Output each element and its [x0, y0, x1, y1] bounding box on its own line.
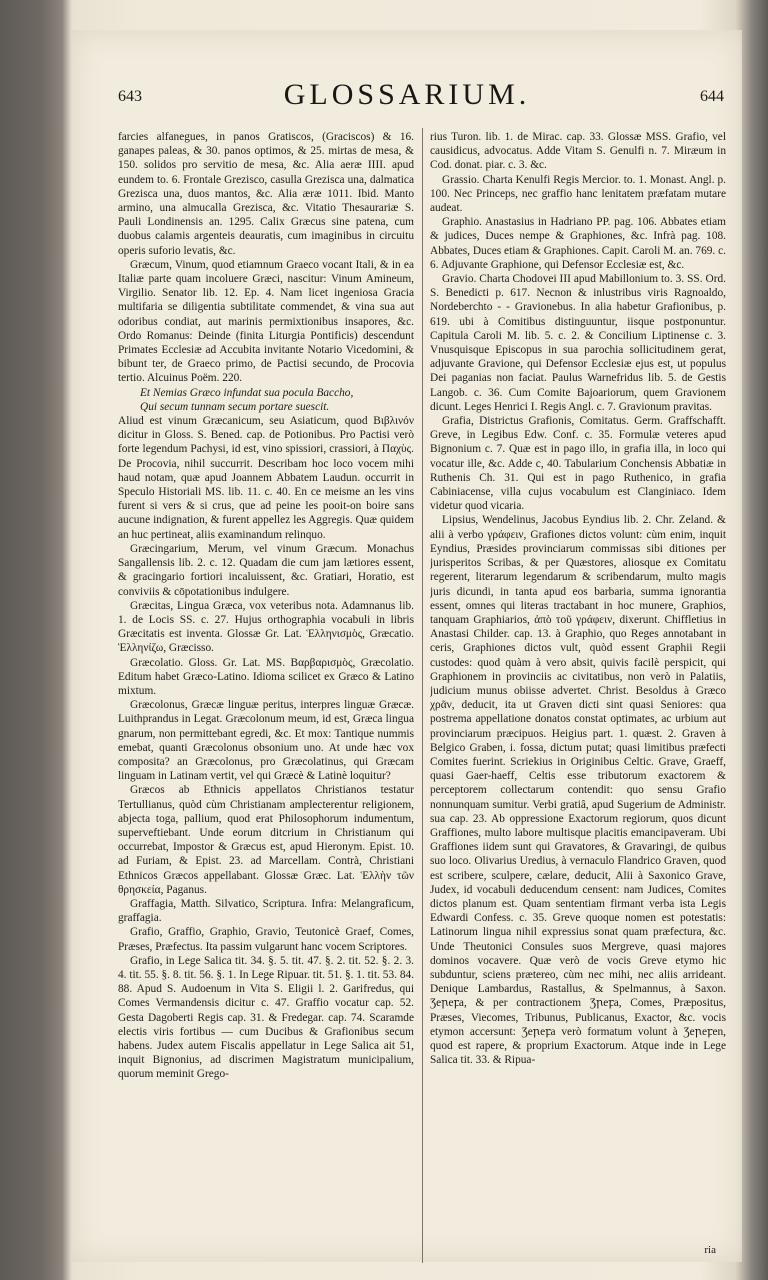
paragraph: Græcolonus, Græcæ linguæ peritus, interpres linguæ Græcæ. Luithprandus in Legat. Græcolonum meum, id est, Græca lingua gnarum, non permittebant egredi, &c. Et mox: Tantique nummis emebat, quanti Græcolonus obsonium uno. At unde hæc vox composita? an Græcolonus, pro Græcolatinus, qui Græcam linguam in Latinam vertit, vel qui Græcè & Latinè loquitur? [118, 699, 414, 783]
paragraph: Graphio. Anastasius in Hadriano PP. pag. 106. Abbates etiam & judices, Duces nempe & Graphiones, &c. Infrà pag. 108. Abbates, Duces etiam & Graphiones. Capit. Caroli M. an. 769. c. 6. Adjuvante Graphione, qui Defensor Ecclesiæ est, &c. [430, 216, 726, 271]
paragraph: Aliud est vinum Græcanicum, seu Asiaticum, quod Bιβλινόν dicitur in Gloss. S. Bened. cap. de Potionibus. Pro Pactisi verò forte legendum Pachysi, id est, vino spissiori, crassiori, à Παχὺς. De Procovia, nihil succurrit. Describam hoc loco vocem mihi haud notam, quæ apud Joannem Abbatem Laudun. occurrit in Speculo Historiali MS. lib. 11. c. 40. En ce meisme an les vins furent si vers & si crus, que ad peine les pooit-on boire sans aucune indignation, & furent appellez les Aggregis. Quæ quidem an huc pertineat, aliis examinandum relinquo. [118, 415, 414, 541]
catchword: ria [704, 1244, 716, 1256]
verse-line: Qui secum tunnam secum portare suescit. [140, 400, 330, 413]
paragraph: Græcos ab Ethnicis appellatos Christianos testatur Tertullianus, quòd cùm Christianam amplecterentur religionem, abjecta toga, pallium, quod erat Philosophorum indumentum, superveftiebant. Unde eorum ditcrium in Christianum qui occurrebat, Impostor & Græcus est, apud Hieronym. Epist. 10. ad Furiam, & Epist. 23. ad Marcellam. Contrà, Christiani Ethnicos Græcos appellabant. Glossæ Græc. Lat. Ἑλλὴν τῶν θρησκεία, Paganus. [118, 784, 414, 896]
running-title: GLOSSARIUM. [283, 78, 531, 111]
paragraph: Græcingarium, Merum, vel vinum Græcum. Monachus Sangallensis lib. 2. c. 12. Quadam die cum jam lætiores essent, & gracingario fortiori incaluissent, &c. Gratiari, Horatio, est conviviis & cōpotationibus indulgere. [118, 542, 414, 598]
paragraph: Græcitas, Lingua Græca, vox veteribus nota. Adamnanus lib. 1. de Locis SS. c. 27. Hujus orthographia vocabuli in libris Græcitatis est inventa. Glossæ Gr. Lat. Ἑλληνισμὸς, Græcatio. Ἑλληνίζω, Græcisso. [118, 599, 414, 655]
paragraph: Grafio, in Lege Salica tit. 34. §. 5. tit. 47. §. 2. tit. 52. §. 2. 3. 4. tit. 55. §. 8. tit. 56. §. 1. In Lege Ripuar. tit. 51. §. 1. tit. 53. 84. 88. Apud S. Audoenum in Vita S. Eligii l. 2. Garifredus, qui Comes Vermandensis dicitur c. 47. Graffio vocatur cap. 52. Gesta Dagoberti Regis cap. 31. & Fredegar. cap. 74. Scaramde electis viris fortibus — cum Ducibus & Grafionibus secum habens. Judex autem Fiscalis appellatur in Lege Salica ait 51, inquit Bignonius, ad discrimen Magistratum municipalium, quorum meminit Grego- [118, 954, 414, 1081]
left-column [118, 130, 414, 1260]
page-number-right: 644 [700, 88, 724, 105]
paragraph: Grafia, Districtus Grafionis, Comitatus. Germ. Graffschafft. Greve, in Legibus Edw. Conf. c. 35. Formulæ veteres apud Bignonium c. 7. Quæ est in pago illo, in grafia illa, in loco qui vocatur ille, &c. Adde c, 40. Tabularium Conchensis Abbatiæ in Ruthenis Ch. 31. Qui est in pago Ruthenico, in grafia Cabiniacense, villa cujus vocabulum est Clanginiaco. Idem videtur quod vicaria. [430, 415, 726, 513]
paragraph: rius Turon. lib. 1. de Mirac. cap. 33. Glossæ MSS. Grafio, vel causidicus, advocatus. Adde Vitam S. Genulfi n. 7. Miræum in Cod. donat. piar. c. 3. &c. [430, 131, 726, 172]
paragraph: Græcum, Vinum, quod etiamnum Graeco vocant Itali, & in ea Italiæ parte quam incoluere Græci, nascitur: Vinum Amineum, Virgilio. Senator lib. 12. Ep. 4. Nam licet ingeniosa Gracia multifaria se diligentia subtilitate commendet, & vina sua aut odoribus condiat, aut marinis permixtionibus insapores, &c. Ordo Romanus: Deinde (finita Liturgia Pontificis) descendunt Primates Ecclesiæ ad Accubita invitante Notario Vicedomini, & bibunt ter, de Graeco primo, de Pactisi secundo, de Procovia tertio. Alcuinus Poëm. 220. [118, 258, 414, 385]
verse-line: Et Nemias Græco infundat sua pocula Baccho, [140, 386, 354, 399]
paragraph: farcies alfanegues, in panos Gratiscos, (Graciscos) & 16. ganapes paleas, & 30. panos optimos, & 25. mirtas de mesa, & 150. solidos pro servitio de mesa, &c. Alia aeræ IIII. apud eundem to. 6. Frontale Grezisco, casulla Grezisca una, dalmatica Grezisca una, duos mantos, &c. Alia æræ 1011. Ibid. Manto armino, una almucalla Grezisca, &c. Vitatio Thesaurariæ S. Pauli Londinensis an. 1295. Calix Græcus sine patena, cum duobus calamis argenteis deauratis, cum imaginibus in circuitu operis suforio levatis, &c. [118, 131, 414, 257]
paragraph: Grafio, Graffio, Graphio, Gravio, Teutonicè Graef, Comes, Præses, Præfectus. Ita passim vulgarunt hanc vocem Scriptores. [118, 926, 414, 953]
book-page [72, 30, 742, 1262]
page-edge-shadow [738, 0, 768, 1280]
paragraph: Grassio. Charta Kenulfi Regis Mercior. to. 1. Monast. Angl. p. 100. Nec Princeps, nec graffio hanc lenitatem præfatam mutare audeat. [430, 173, 726, 215]
paragraph: Graffagia, Matth. Silvatico, Scriptura. Infra: Melangraficum, graffagia. [118, 897, 414, 925]
page-number-left: 643 [118, 88, 142, 105]
page-header [72, 78, 742, 114]
paragraph: Lipsius, Wendelinus, Jacobus Eyndius lib. 2. Chr. Zeland. & alii à verbo γράφειν, Grafiones dictos volunt: cùm enim, inquit Eyndius, Præsides provinciarum commissas sibi ditiones per jurisperitos Scribas, & per Quæstores, aliosque ex Comitatu regerent, literarum legendarum & scribendarum, multo magis juris dicundi, in tanta apud eos barbaria, summa ignorantia essent, omnes qui literas tractabant in hoc munere, Graphios, tanquam Graphiarios, ἀπὸ τοῦ γράφειν, dixerunt. Chiffletius in Anastasi Childer. cap. 13. à Graphio, quo Reges annotabant in ceris, Graphiones dictos vult, quòd essent Graphii Regii custodes: quod quàm à vero absit, quivis facilè perspicit, qui Graphionem in provinciis ac civitatibus, non verò in Palatiis, judicium munus obiisse advertet. Christ. Besoldus à Græco χρᾶν, deducit, ita ut Graven dicti sint quasi Seniores: qua postrema appellatione donatos constat optimates, ac urbium aut provinciarum præcipuos. Heigius part. 1. quæst. 2. Graven à Belgico Graben, i. fossa, dictum putat; quasi limitibus præfecti Comites fuerint. Scriekius in Originibus Celtic. Grave, Graeff, quasi Gaer-haeff, Celtis esse tributorum exactorem & perceptorem collectarum contendit: quo sensu Grafio nonnunquam sumitur. Verbi gratiâ, apud Sugerium de Administr. sua cap. 23. Ab oppressione Exactorum regiorum, quos dicunt Graffiones, multo labore multisque placitis emancipaveram. Ubi Graffiones iidem sunt qui Gravatores, & Gravaringi, de quibus suo loco. Olivarius Uredius, à vernaculo Flandrico Graven, quod est scribere, sculpere, cælare, deducit, Alii à Saxonico Grave, Judex, id vocabuli deducendum censent: nam Judices, Comites dictos planum est. Quam sententiam firmant verba ista Legis Edwardi Confess. c. 35. Greve quoque nomen est potestatis: Latinorum lingua nihil expressius sonat quam præfectura, &c. Unde Theutonici Consules suos Mergreve, quasi majores dominos vocavere. Quæ verò de vocis Greve etymo hic subduntur, sciens prætereo, cùm nec mihi, nec aliis arrideant. Denique Lambardus, Rastallus, & Spelmannus, à Saxon. Ʒeꞃeꝼa, & per contractionem Ʒꞃeꝼa, Comes, Præpositus, Præses, Viecomes, Tribunus, Publicanus, Exactor, &c. vocis etymon accersunt: Ʒeꞃeꝼa verò formatum volunt à Ʒeꞃeꝼen, quod est rapere, & proprium Exactorum. Atque inde in Lege Salica tit. 33. & Ripua- [430, 514, 726, 1067]
paragraph: Græcolatio. Gloss. Gr. Lat. MS. Βαρβαρισμὸς, Græcolatio. Editum habet Græco-Latino. Idioma scilicet ex Græco & Latino mixtum. [118, 656, 414, 697]
column-rule [422, 128, 423, 1263]
paragraph: Gravio. Charta Chodovei III apud Mabillonium to. 3. SS. Ord. S. Benedicti p. 617. Necnon & inlustribus viris Ragnoaldo, Nordeberchto - - Gravionebus. In alia habetur Grafionibus, p. 619. ubi à Comitibus distinguuntur, iisque postponuntur. Capitula Caroli M. lib. 5. c. 2. & Concilium Liptinense c. 3. Vnusquisque Episcopus in sua parochia sollicitudinem gerat, adjuvante Gravione, qui Defensor Ecclesiæ ejus est, ut populus Dei paganias non faciat. Paulus Warnefridus lib. 5. de Gestis Langob. c. 36. Cum Comite Bajoariorum, quem Gravionem dicunt. Leges Henrici I. Regis Angl. c. 7. Gravionum pravitas. [430, 273, 726, 413]
right-column [430, 130, 726, 1260]
